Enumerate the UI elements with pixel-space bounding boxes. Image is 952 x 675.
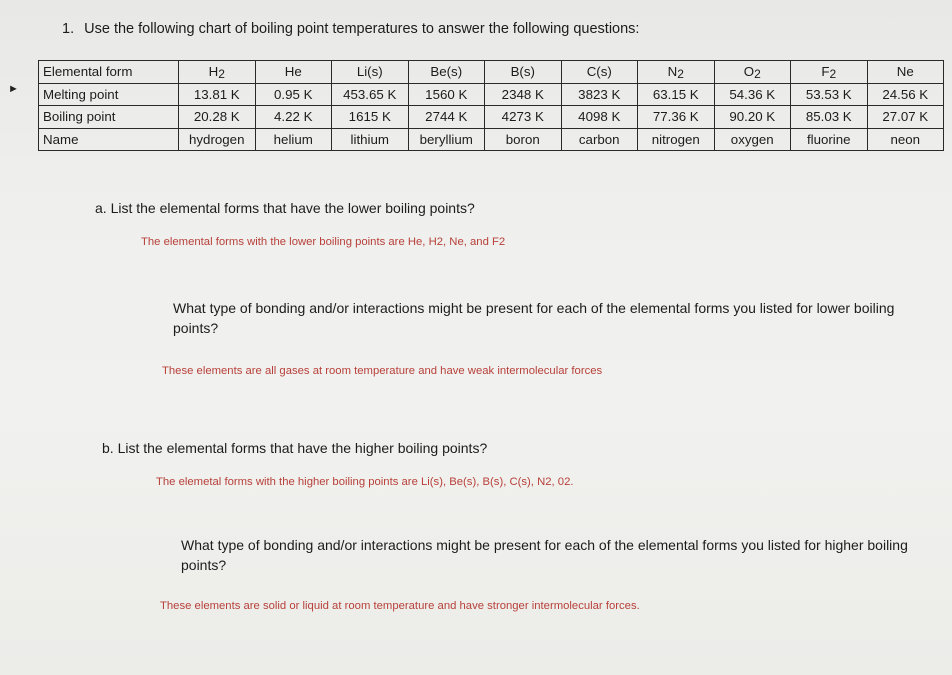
table-cell — [638, 61, 715, 84]
cell-text: 24.56 K — [882, 86, 929, 102]
cell-text: 4098 K — [578, 109, 621, 125]
table-cell — [332, 106, 409, 129]
table-cell — [255, 128, 332, 151]
table-cell — [255, 106, 332, 129]
cell-text: 85.03 K — [805, 109, 852, 125]
cell-text: 4273 K — [501, 109, 544, 125]
part-a-answer: The elemental forms with the lower boiling points are He, H2, Ne, and F2 — [141, 236, 506, 248]
table-cell — [561, 61, 638, 84]
table-cell — [714, 128, 791, 151]
table-cell — [714, 106, 791, 129]
table-cell — [485, 83, 562, 106]
cell-text: 1560 K — [425, 86, 468, 102]
table-cell — [714, 61, 791, 84]
row-header: Boiling point — [39, 106, 179, 129]
table-cell — [867, 106, 944, 129]
cell-text: 0.95 K — [274, 86, 313, 102]
table-cell — [255, 83, 332, 106]
cell-text: 63.15 K — [652, 86, 699, 102]
table-cell — [791, 61, 868, 84]
cell-subscript: 2 — [829, 67, 837, 82]
table-cell — [561, 106, 638, 129]
cell-text: Be(s) — [430, 64, 463, 80]
part-b-question: b. List the elemental forms that have the higher boiling points? — [102, 440, 488, 456]
cell-text: oxygen — [730, 131, 774, 147]
cell-text: 13.81 K — [193, 86, 240, 102]
cell-text: 90.20 K — [729, 109, 776, 125]
cell-text: fluorine — [806, 131, 851, 147]
cell-text: nitrogen — [651, 131, 700, 147]
question-text: Use the following chart of boiling point temperatures to answer the following questions: — [84, 21, 640, 37]
cell-subscript: 2 — [677, 67, 684, 82]
table-cell — [179, 106, 256, 129]
table-cell — [408, 83, 485, 106]
table-cell — [791, 106, 868, 129]
question-number: 1. — [62, 21, 75, 37]
cell-text: 53.53 K — [805, 86, 852, 102]
cell-text: 3823 K — [578, 86, 621, 102]
table-cell — [179, 83, 256, 106]
table-cell — [867, 83, 944, 106]
cell-text: boron — [505, 131, 540, 147]
cell-text: 27.07 K — [882, 109, 929, 125]
table-cell — [408, 106, 485, 129]
table-cell — [408, 128, 485, 151]
table-cell — [332, 83, 409, 106]
table-row — [39, 106, 944, 129]
boiling-point-table — [38, 60, 944, 151]
cell-text: 453.65 K — [343, 86, 397, 102]
table-cell — [179, 128, 256, 151]
cell-text: Li(s) — [356, 64, 383, 80]
arrow-cursor-icon: ► — [8, 83, 19, 95]
table-cell — [255, 61, 332, 84]
cell-text: 20.28 K — [193, 109, 240, 125]
row-header: Name — [39, 128, 179, 151]
cell-text: C(s) — [586, 64, 612, 80]
cell-text: neon — [890, 131, 921, 147]
table-cell — [638, 106, 715, 129]
table-row — [39, 83, 944, 106]
cell-text: 2348 K — [501, 86, 544, 102]
table-cell — [408, 61, 485, 84]
cell-text: He — [284, 64, 302, 80]
cell-text: beryllium — [419, 131, 473, 147]
part-b-followup-answer: These elements are solid or liquid at room temperature and have stronger intermolecular forces. — [160, 600, 640, 612]
table-cell — [791, 83, 868, 106]
table-cell — [332, 128, 409, 151]
part-b-followup: What type of bonding and/or interactions might be present for each of the elemental forms you listed for higher boiling points? — [181, 537, 908, 573]
question-1-title — [62, 21, 639, 37]
cell-text: lithium — [350, 131, 389, 147]
cell-text: 54.36 K — [729, 86, 776, 102]
cell-text: 4.22 K — [274, 109, 313, 125]
cell-text: 1615 K — [348, 109, 391, 125]
cell-text: N — [667, 64, 678, 80]
table-row — [39, 128, 944, 151]
part-b-answer: The elemetal forms with the higher boiling points are Li(s), Be(s), B(s), C(s), N2, 02. — [156, 476, 574, 488]
table-cell — [561, 83, 638, 106]
cell-text: 2744 K — [425, 109, 468, 125]
table-cell — [638, 128, 715, 151]
table-cell — [638, 83, 715, 106]
row-header: Melting point — [39, 83, 179, 106]
cell-text: hydrogen — [189, 131, 245, 147]
table-cell — [179, 61, 256, 84]
table-cell — [867, 61, 944, 84]
table-row — [39, 61, 944, 84]
cell-text: O — [743, 64, 755, 80]
table-cell — [867, 128, 944, 151]
cell-text: Ne — [896, 64, 914, 80]
table-cell — [714, 83, 791, 106]
table-cell — [485, 128, 562, 151]
table-cell — [332, 61, 409, 84]
part-a-followup: What type of bonding and/or interactions might be present for each of the elemental forms you listed for lower boiling points? — [173, 300, 895, 336]
part-a-question: a. List the elemental forms that have the lower boiling points? — [95, 200, 475, 216]
cell-subscript: 2 — [754, 67, 761, 82]
cell-text: 77.36 K — [652, 109, 699, 125]
table-cell — [485, 106, 562, 129]
table-cell — [791, 128, 868, 151]
cell-text: F — [821, 64, 830, 80]
cell-text: helium — [273, 131, 313, 147]
cell-subscript: 2 — [218, 67, 225, 82]
part-a-followup-answer: These elements are all gases at room temperature and have weak intermolecular forces — [162, 365, 603, 377]
cell-text: B(s) — [510, 64, 535, 80]
table-cell — [561, 128, 638, 151]
table-cell — [485, 61, 562, 84]
row-header: Elemental form — [39, 61, 179, 84]
cell-text: carbon — [578, 131, 620, 147]
cell-text: H — [208, 64, 219, 80]
